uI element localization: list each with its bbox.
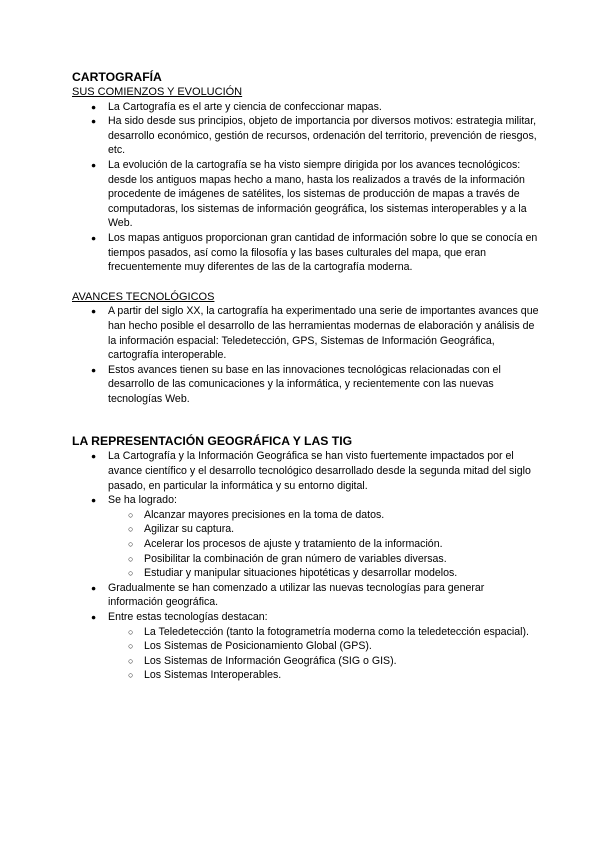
list-item: ● Los mapas antiguos proporcionan gran cantidad de información sobre lo que se conocía en tiempos pasados, así como la filosofía y las bases culturales del mapa, que eran frecuentemente muy diferentes de las de la cartografía moderna. [72,231,540,275]
sub-list-item: ○ Los Sistemas de Posicionamiento Global (GPS). [108,639,540,654]
bullet-list-comienzos [72,100,540,275]
list-item-text: Entre estas tecnologías destacan: [108,611,268,623]
sub-list-item: ○ La Teledetección (tanto la fotogrametría moderna como la teledetección espacial). [108,625,540,640]
subtitle-avances: AVANCES TECNOLÓGICOS [72,290,215,303]
list-item [72,493,540,581]
sub-list-item: ○ Posibilitar la combinación de gran número de variables diversas. [108,552,540,567]
list-item: ● A partir del siglo XX, la cartografía ha experimentado una serie de importantes avances que han hecho posible el desarrollo de las herramientas modernas de elaboración y análisis de la información espacial: Teledetección, GPS, Sistemas de Información Geográfica, cartografía interoperable. [72,304,540,362]
sub-list-logros [108,508,540,581]
section-title-cartografia: CARTOGRAFÍA [72,70,162,84]
sub-list-item: ○ Agilizar su captura. [108,522,540,537]
list-item: ● La evolución de la cartografía se ha visto siempre dirigida por los avances tecnológicos: desde los antiguos mapas hecho a mano, hasta los realizados a través de la información procedente de imágenes de satélites, los sistemas de producción de mapas a través de computadoras, los sistemas de información geográfica, los sistemas interoperables y a la Web. [72,158,540,231]
list-item: ● La Cartografía y la Información Geográfica se han visto fuertemente impactados por el avance científico y el desarrollo tecnológico desarrollado desde la segunda mitad del siglo pasado, en particular la informática y su entorno digital. [72,449,540,493]
sub-list-item: ○ Acelerar los procesos de ajuste y tratamiento de la información. [108,537,540,552]
sub-list-item: ○ Los Sistemas Interoperables. [108,668,540,683]
sub-list-tecnologias [108,625,540,683]
list-item: ● Gradualmente se han comenzado a utilizar las nuevas tecnologías para generar información geográfica. [72,581,540,610]
section-title-representacion: LA REPRESENTACIÓN GEOGRÁFICA Y LAS TIG [72,434,353,449]
sub-list-item: ○ Estudiar y manipular situaciones hipotéticas y desarrollar modelos. [108,566,540,581]
list-item-text: Se ha logrado: [108,494,177,507]
list-item: ● Ha sido desde sus principios, objeto de importancia por diversos motivos: estrategia militar, desarrollo económico, gestión de recursos, ordenación del territorio, prevención de riesgos, etc. [72,114,540,158]
list-item: ● La Cartografía es el arte y ciencia de confeccionar mapas. [72,100,540,115]
sub-list-item: ○ Alcanzar mayores precisiones en la toma de datos. [108,508,540,523]
sub-list-item: ○ Los Sistemas de Información Geográfica (SIG o GIS). [108,654,540,669]
subtitle-comienzos: SUS COMIENZOS Y EVOLUCIÓN [72,86,243,98]
bullet-list-avances [72,304,540,406]
list-item [72,610,540,683]
list-item: ● Estos avances tienen su base en las innovaciones tecnológicas relacionadas con el desarrollo de las comunicaciones y la informática, y recientemente con las nuevas tecnologías Web. [72,363,540,407]
bullet-list-representacion [72,449,540,683]
